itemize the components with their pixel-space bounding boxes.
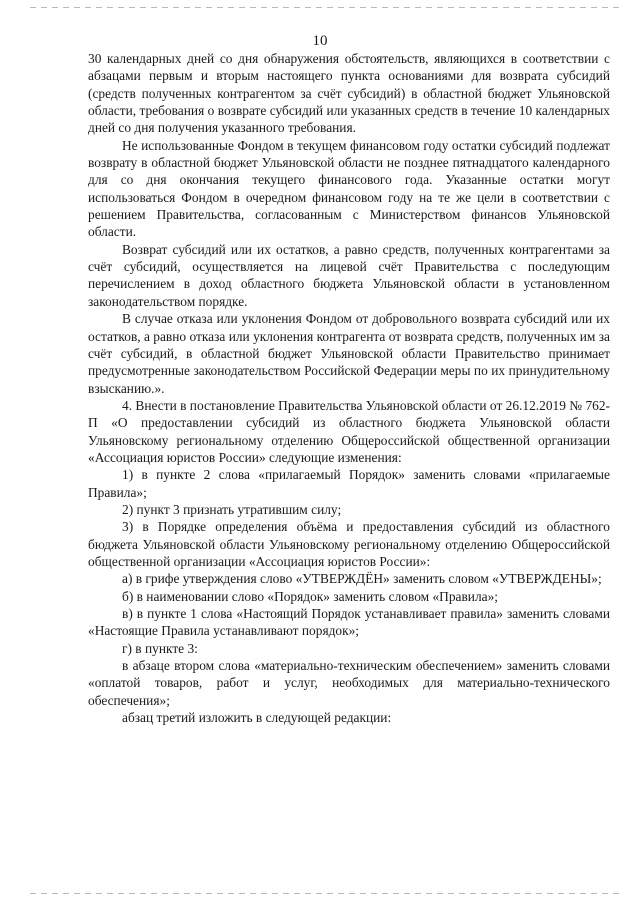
paragraph-11: в) в пункте 1 слова «Настоящий Порядок устанавливает правила» заменить словами «Настоящие Правила устанавливают порядок»; [88, 606, 610, 639]
scan-edge-top [30, 7, 620, 8]
page-number: 10 [312, 33, 328, 49]
paragraph-9: а) в грифе утверждения слово «УТВЕРЖДЁН» заменить словом «УТВЕРЖДЕНЫ»; [122, 571, 602, 587]
paragraph-1: 30 календарных дней со дня обнаружения обстоятельств, являющихся в соответствии с абзацами первым и вторым настоящего пункта основаниями для возврата субсидий (средств полученных контрагентом за счёт субсидий) в областной бюджет Ульяновской области, требования о возврате субсидий или указанных средств в течение 10 календарных дней со дня получения указанного требования. [88, 51, 610, 136]
document-body [88, 50, 610, 726]
paragraph-6: 1) в пункте 2 слова «прилагаемый Порядок» заменить словами «прилагаемые Правила»; [88, 467, 610, 500]
paragraph-8: 3) в Порядке определения объёма и предоставления субсидий из областного бюджета Ульяновской области Ульяновскому региональному отделению Общероссийской общественной организации «Ассоциация юристов России»: [88, 519, 610, 569]
scan-edge-bottom [30, 893, 620, 894]
paragraph-14: абзац третий изложить в следующей редакции: [122, 710, 392, 726]
paragraph-12: г) в пункте 3: [122, 640, 198, 656]
paragraph-13: в абзаце втором слова «материально-техническим обеспечением» заменить словами «оплатой товаров, работ и услуг, необходимых для материально-технического обеспечения»; [88, 658, 610, 708]
paragraph-4: В случае отказа или уклонения Фондом от добровольного возврата субсидий или их остатков, а равно отказа или уклонения контрагента от возврата средств, полученных им за счёт субсидий, в областной бюджет Ульяновской области Правительство принимает предусмотренные законодательством Российской Федерации меры по их принудительному взысканию.». [88, 311, 610, 396]
paragraph-5: 4. Внести в постановление Правительства Ульяновской области от 26.12.2019 № 762-П «О предоставлении субсидий из областного бюджета Ульяновской области Ульяновскому региональному отделению Общероссийской общественной организации «Ассоциация юристов России» следующие изменения: [88, 397, 610, 465]
paragraph-7: 2) пункт 3 признать утратившим силу; [122, 501, 342, 517]
paragraph-3: Возврат субсидий или их остатков, а равно средств, полученных контрагентами за счёт субсидий, осуществляется на лицевой счёт Правительства с последующим перечислением в доход областного бюджета Ульяновской области в установленном законодательством порядке. [88, 241, 610, 309]
paragraph-2: Не использованные Фондом в текущем финансовом году остатки субсидий подлежат возврату в областной бюджет Ульяновской области не позднее пятнадцатого календарного для со дня окончания текущего финансового года. Указанные остатки могут использоваться Фондом в очередном финансовом году на те же цели в соответствии с решением Правительства, согласованным с Министерством финансов Ульяновской области. [88, 137, 610, 240]
paragraph-10: б) в наименовании слово «Порядок» заменить словом «Правила»; [122, 588, 498, 604]
